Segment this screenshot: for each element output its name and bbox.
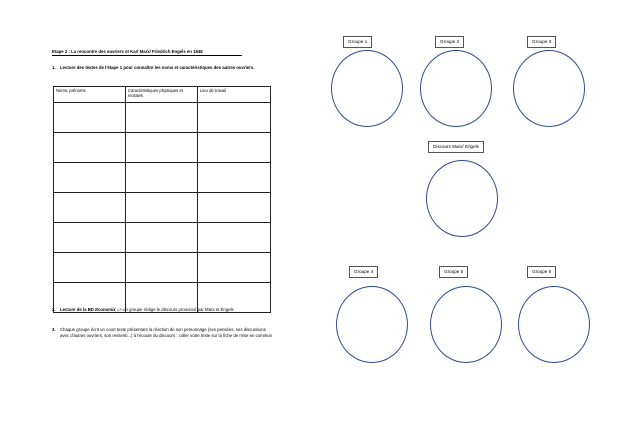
table-cell [54,223,126,253]
group-6-circle [518,286,590,363]
column-header: Caractéristiques physiques et morales [126,87,198,103]
table-cell [198,223,271,253]
speech-circle [426,160,498,237]
group-4-label: Groupe 4 [349,266,378,278]
instruction-step-3 [52,327,274,339]
page-title: Etape 2 : La rencontre des ouvriers et Karl Marx/ Friedrich Engels en 1848 [52,49,242,56]
group-1-label: Groupe 1 [343,36,372,48]
group-3-label: Groupe 3 [527,36,556,48]
table-row [54,223,271,253]
group-4-circle [336,286,408,363]
table-header-row [54,87,271,103]
step-text: => un groupe rédige le discours prononcé par Marx et Engels [116,307,234,312]
speech-label: Discours Marx/ Engels [428,141,484,153]
step-number: 2. [52,307,56,312]
instruction-step-2 [52,307,282,313]
table-cell [126,223,198,253]
group-6-label: Groupe 6 [527,266,556,278]
table-cell [198,163,271,193]
table-cell [126,103,198,133]
step-text-italic: Economix [95,307,116,312]
step-text: Chaque groupe écrit un court texte présentant la réaction de son personnage (ses pensées, ses discussions avec d'autres ouvriers, son ressenti...) à l'écoute du discours : coller votre texte sur la fiche de mise en commun [60,327,273,339]
table-cell [126,133,198,163]
group-2-circle [420,50,492,127]
table-row [54,193,271,223]
group-2-label: Groupe 2 [435,36,464,48]
table-cell [54,193,126,223]
table-cell [54,133,126,163]
table-cell [54,253,126,283]
characters-table [53,86,271,313]
table-cell [54,163,126,193]
group-5-label: Groupe 5 [439,266,468,278]
step-text: Lecture des textes de l'étape 1 pour connaître les noms et caractéristiques des autres ouvriers. [60,65,255,70]
table-row [54,133,271,163]
table-cell [198,253,271,283]
table-cell [198,133,271,163]
table-cell [126,193,198,223]
step-number: 3. [52,327,56,332]
instruction-step-1 [52,65,262,71]
table-row [54,103,271,133]
table-cell [198,103,271,133]
table-row [54,163,271,193]
table-cell [198,193,271,223]
group-5-circle [430,286,502,363]
column-header: Noms, prénoms [54,87,126,103]
table-row [54,253,271,283]
table-cell [126,163,198,193]
table-cell [54,103,126,133]
group-1-circle [331,50,403,127]
step-number: 1. [52,65,56,70]
group-3-circle [513,50,585,127]
table-cell [126,253,198,283]
column-header: Lieu de travail [198,87,271,103]
step-text-bold: Lecture de la BD [60,307,94,312]
